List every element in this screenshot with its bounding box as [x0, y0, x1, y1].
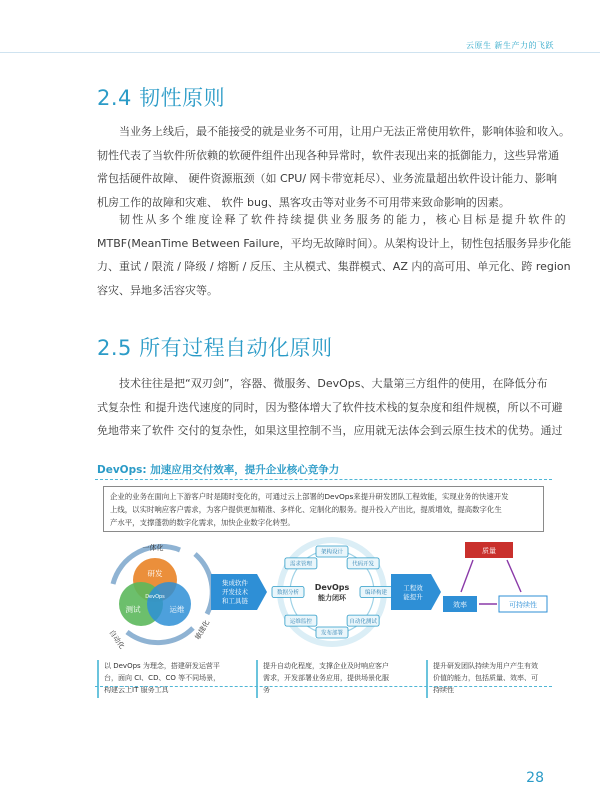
- text-line: 技术往往是把“双刃剑”，容器、微服务、DevOps、大量第三方组件的使用，在降低分布: [119, 377, 548, 390]
- venn-diagram: [107, 543, 212, 650]
- section-title-2-4: 2.4 韧性原则: [97, 86, 226, 110]
- paragraph-2-5-1: [97, 372, 563, 443]
- arrow1-line1: 集成软件: [222, 579, 248, 587]
- text-line: MTBF(MeanTime Between Failure，平均无故障时间）。从架构设计上，韧性包括服务异步化能: [97, 236, 572, 250]
- text-line: 持续性: [433, 686, 454, 694]
- text-line: 机房工作的故障和灾难、 软件 bug、黑客攻击等对业务不可用带来致命影响的因素。: [97, 195, 510, 209]
- venn-text-dev: 研发: [147, 569, 163, 578]
- triangle-edge: [507, 560, 521, 592]
- text-line: 当业务上线后，最不能接受的就是业务不可用，让用户无法正常使用软件，影响体验和收入。: [119, 125, 570, 138]
- venn-label-right: 敏捷化: [193, 618, 212, 641]
- paragraph-2-4-2: [97, 208, 572, 302]
- cycle-node-label: 架构设计: [320, 549, 344, 556]
- arrow-shape: [391, 574, 441, 610]
- text-line: 免地带来了软件 交付的复杂性，如果这里控制不当，应用就无法体会到云原生技术的优势。通过: [97, 424, 563, 437]
- arrow2-line1: 工程效: [403, 584, 423, 592]
- devops-diagram: [95, 536, 555, 656]
- cycle-node-label: 发布部署: [320, 630, 344, 637]
- cycle-node-label: 需求管理: [289, 561, 312, 568]
- caption-left: [97, 660, 223, 698]
- cycle-node-label: 数据分析: [276, 590, 300, 597]
- text-line: 价值的能力，包括质量、效率、可: [433, 674, 538, 682]
- caption-middle: [256, 660, 406, 698]
- text-line: 常包括硬件故障、 硬件资源瓶颈（如 CPU/ 网卡带宽耗尽）、业务流量超出软件设计能力、影响: [97, 172, 558, 185]
- value-triangle: [443, 542, 547, 612]
- header-rule: [0, 52, 600, 53]
- venn-ring-arc: [195, 554, 212, 614]
- cycle-center-title: DevOps: [314, 583, 350, 592]
- figure-top-border: [95, 479, 552, 480]
- devops-cycle: [272, 540, 392, 644]
- figure-intro-box: [103, 486, 544, 532]
- text-line: 韧性从多个维度诠释了软件持续提供业务服务的能力，核心目标是提升软件的: [119, 213, 568, 226]
- text-line: 企业的业务在面向上下游客户时是随时变化的，可通过云上部署的DevOps来提升研发团队工程效能，实现业务的快速开发: [110, 492, 509, 501]
- arrow1-line2: 开发技术: [222, 588, 248, 596]
- text-line: 上线，以实时响应客户需求，为客户提供更加精准、多样化、定制化的服务。提升投入产出比，提质增效，提高数字化生: [110, 505, 502, 514]
- cycle-nodes: [272, 546, 392, 638]
- arrow-integrate-tools: [211, 574, 267, 610]
- venn-label-top: 一体化: [142, 544, 164, 552]
- text-line: 构建云上IT 服务工具: [104, 686, 169, 694]
- text-line: 需求，开发部署业务应用，提供场景化服: [263, 674, 389, 682]
- running-header: 云原生 新生产力的飞跃: [465, 41, 554, 50]
- arrow-efficiency-boost: [391, 574, 441, 610]
- figure-title: DevOps: 加速应用交付效率，提升企业核心竞争力: [97, 464, 340, 476]
- node-quality-label: 质量: [482, 547, 496, 555]
- venn-circle-ops: [147, 582, 191, 626]
- text-line: 提升研发团队持续为用户产生有效: [433, 662, 538, 670]
- cycle-node-label: 运维监控: [289, 618, 312, 625]
- arrow1-line3: 和工具链: [222, 597, 248, 605]
- cycle-center-subtitle: 能力闭环: [318, 594, 346, 602]
- text-line: 产水平，支撑蓬勃的数字化需求，加快企业数字化转型。: [110, 518, 295, 527]
- node-sustainability-label: 可持续性: [509, 601, 537, 609]
- cycle-node-label: 编译构建: [364, 590, 388, 597]
- text-line: 力、重试 / 限流 / 降级 / 熔断 / 反压、主从模式、集群模式、AZ 内的高可用、单元化、跨 region: [97, 260, 571, 273]
- venn-text-ops: 运维: [169, 605, 185, 614]
- venn-text-test: 测试: [125, 605, 141, 614]
- text-line: 提升自动化程度，支撑企业及时响应客户: [263, 662, 389, 670]
- caption-right: [426, 660, 552, 698]
- node-efficiency-label: 效率: [453, 601, 467, 609]
- paragraph-2-4-1: [97, 120, 570, 214]
- text-line: 务: [263, 686, 270, 694]
- cycle-node-label: 自动化测试: [349, 618, 377, 625]
- venn-ring-arc: [127, 628, 193, 643]
- page-number: 28: [526, 770, 544, 786]
- text-line: 式复杂性 和提升迭代速度的同时，因为整体增大了软件技术栈的复杂度和组件规模，所以不可避: [97, 400, 563, 414]
- arrow2-line2: 能提升: [403, 593, 423, 601]
- figure-bottom-border: [95, 686, 552, 687]
- venn-text-center: DevOps: [145, 594, 165, 600]
- section-title-2-5: 2.5 所有过程自动化原则: [97, 336, 333, 360]
- venn-label-left: 自动化: [107, 628, 126, 651]
- text-line: 韧性代表了当软件所依赖的软硬件组件出现各种异常时，软件表现出来的抵御能力，这些异常通: [97, 148, 559, 162]
- triangle-edge: [461, 560, 473, 592]
- text-line: 以 DevOps 为理念，搭建研发运营平: [104, 662, 220, 670]
- text-line: 容灾、异地多活容灾等。: [97, 283, 218, 297]
- text-line: 台，面向 CI、CD、CO 等不同场景，: [104, 674, 221, 682]
- cycle-node-label: 代码开发: [352, 561, 375, 568]
